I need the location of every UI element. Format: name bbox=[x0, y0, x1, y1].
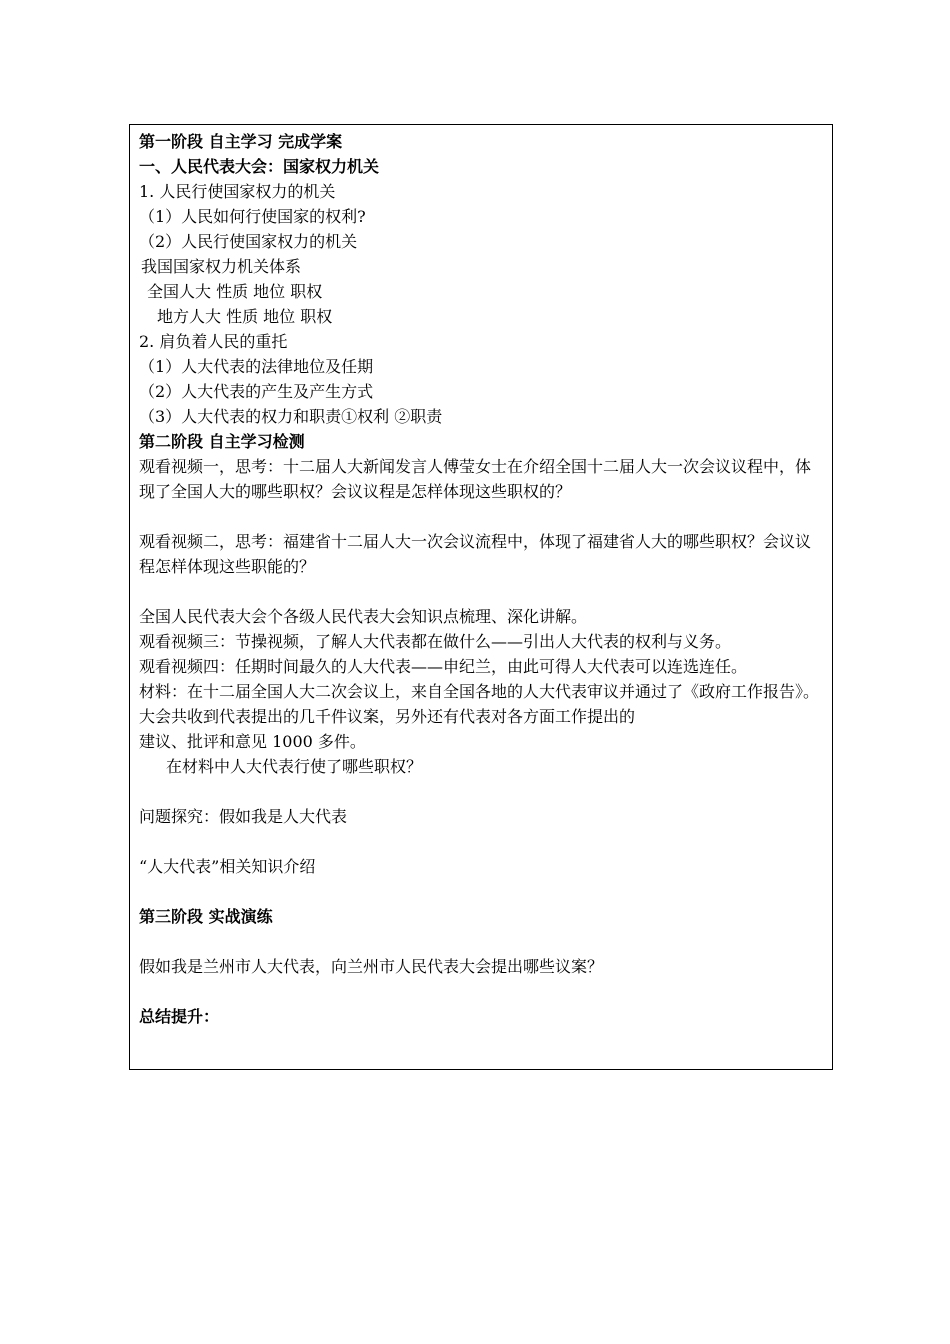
stage1-title: 第一阶段 自主学习 完成学案 bbox=[139, 132, 343, 151]
material-continued: 建议、批评和意见 1000 多件。 bbox=[139, 732, 366, 751]
spacer bbox=[139, 829, 825, 854]
question-2: （2）人民行使国家权力的机关 bbox=[139, 232, 358, 251]
representative-intro: “人大代表”相关知识介绍 bbox=[139, 857, 316, 876]
section-title: 一、人民代表大会：国家权力机关 bbox=[139, 157, 380, 176]
point-1: 1. 人民行使国家权力的机关 bbox=[139, 182, 336, 201]
spacer bbox=[139, 929, 825, 954]
video2-question: 观看视频二，思考：福建省十二届人大一次会议流程中，体现了福建省人大的哪些职权？会议议程怎样体现这些职能的？ bbox=[139, 532, 812, 576]
material-paragraph: 材料：在十二届全国人大二次会议上，来自全国各地的人大代表审议并通过了《政府工作报告》。大会共收到代表提出的几千件议案，另外还有代表对各方面工作提出的 bbox=[139, 682, 820, 726]
representative-item-3: （3）人大代表的权力和职责①权利 ②职责 bbox=[139, 407, 443, 426]
video3-line: 观看视频三：节操视频，了解人大代表都在做什么——引出人大代表的权利与义务。 bbox=[139, 632, 732, 651]
point-2: 2. 肩负着人民的重托 bbox=[139, 332, 288, 351]
material-question: 在材料中人大代表行使了哪些职权？ bbox=[166, 757, 423, 776]
video1-question: 观看视频一，思考：十二届人大新闻发言人傅莹女士在介绍全国十二届人大一次会议议程中，体现了全国人大的哪些职权？会议议程是怎样体现这些职权的？ bbox=[139, 457, 812, 501]
national-congress-line: 全国人大 性质 地位 职权 bbox=[147, 282, 323, 301]
spacer bbox=[139, 579, 825, 604]
stage2-title: 第二阶段 自主学习检测 bbox=[139, 432, 305, 451]
conclusion-title: 总结提升： bbox=[139, 1007, 220, 1026]
local-congress-line: 地方人大 性质 地位 职权 bbox=[157, 307, 333, 326]
lesson-plan-table-cell bbox=[129, 124, 833, 1070]
representative-item-1: （1）人大代表的法律地位及任期 bbox=[139, 357, 374, 376]
knowledge-summary: 全国人民代表大会个各级人民代表大会知识点梳理、深化讲解。 bbox=[139, 607, 588, 626]
spacer bbox=[139, 879, 825, 904]
practice-task: 假如我是兰州市人大代表，向兰州市人民代表大会提出哪些议案？ bbox=[139, 957, 604, 976]
stage3-title: 第三阶段 实战演练 bbox=[139, 907, 273, 926]
video4-line: 观看视频四：任期时间最久的人大代表——申纪兰，由此可得人大代表可以连选连任。 bbox=[139, 657, 748, 676]
spacer bbox=[139, 979, 825, 1004]
spacer bbox=[139, 504, 825, 529]
inquiry-line: 问题探究：假如我是人大代表 bbox=[139, 807, 348, 826]
question-1: （1）人民如何行使国家的权利? bbox=[139, 207, 366, 226]
power-system-line: 我国国家权力机关体系 bbox=[141, 257, 302, 276]
spacer bbox=[139, 779, 825, 804]
representative-item-2: （2）人大代表的产生及产生方式 bbox=[139, 382, 374, 401]
